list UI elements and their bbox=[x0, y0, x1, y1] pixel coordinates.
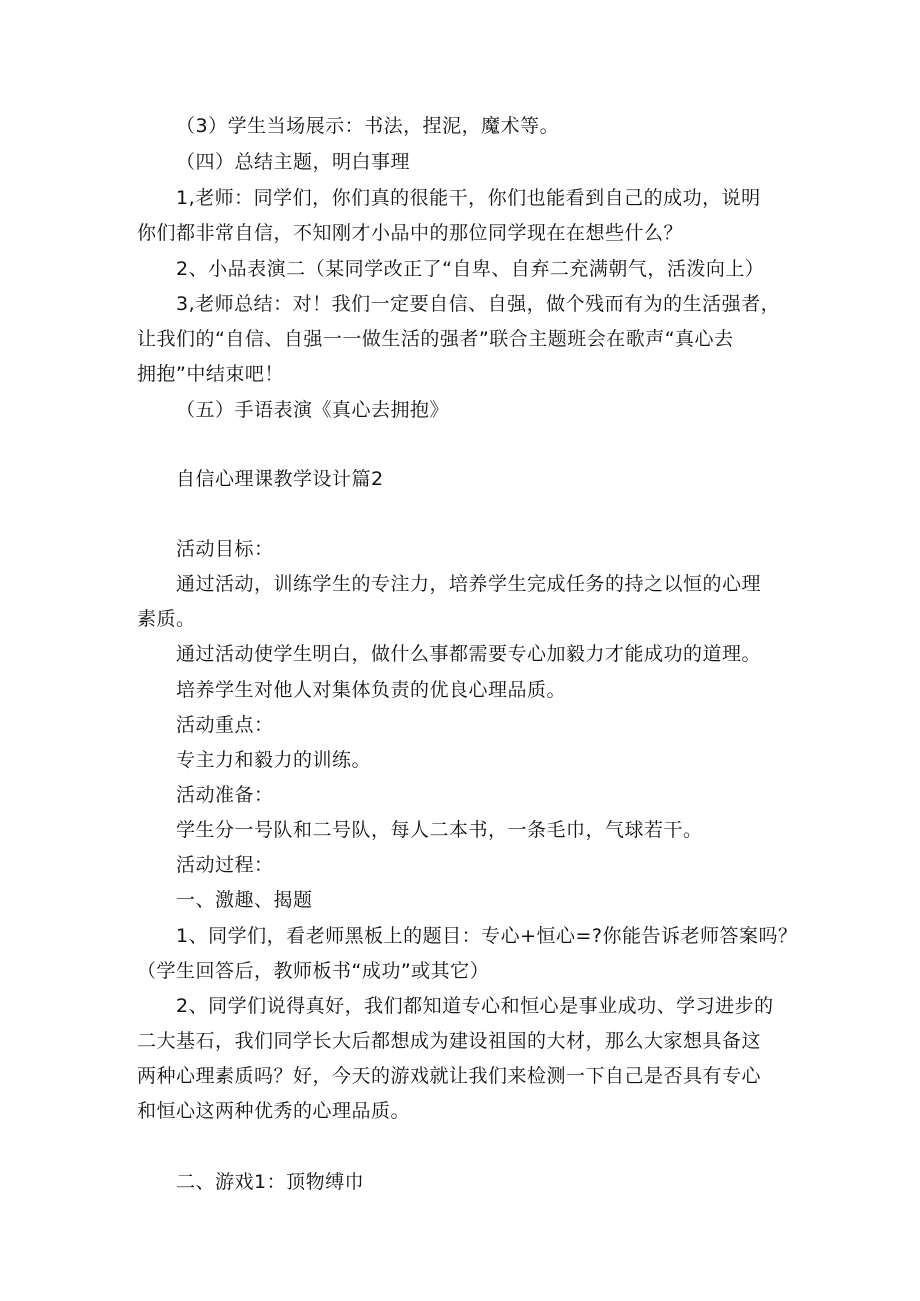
text-line: 你们都非常自信，不知刚才小品中的那位同学现在在想些什么？ bbox=[137, 222, 684, 244]
text-line: 一、激趣、揭题 bbox=[176, 889, 313, 911]
text-line: 二大基石，我们同学长大后都想成为建设祖国的大材，那么大家想具备这 bbox=[137, 1030, 762, 1052]
text-line: 活动过程： bbox=[176, 854, 274, 876]
section-heading: 二、游戏1：顶物缚巾 bbox=[176, 1171, 365, 1193]
text-line: 和恒心这两种优秀的心理品质。 bbox=[137, 1100, 411, 1122]
text-line: 通过活动，训练学生的专注力，培养学生完成任务的持之以恒的心理 bbox=[176, 573, 762, 595]
text-line: 2、同学们说得真好，我们都知道专心和恒心是事业成功、学习进步的 bbox=[176, 995, 774, 1017]
text-line: 让我们的“自信、自强一一做生活的强者”联合主题班会在歌声“真心去 bbox=[137, 328, 734, 350]
text-line: 拥抱”中结束吧！ bbox=[137, 363, 284, 385]
text-line: 活动目标： bbox=[176, 538, 274, 560]
section-heading: 自信心理课教学设计篇2 bbox=[176, 468, 384, 490]
text-line: 1、同学们，看老师黑板上的题目：专心+恒心=?你能告诉老师答案吗？ bbox=[176, 925, 798, 947]
text-line: 活动准备： bbox=[176, 784, 274, 806]
text-line: 专主力和毅力的训练。 bbox=[176, 749, 372, 771]
text-line: 学生分一号队和二号队，每人二本书，一条毛巾，气球若干。 bbox=[176, 819, 703, 841]
text-line: 3,老师总结：对！我们一定要自信、自强，做个残而有为的生活强者， bbox=[176, 293, 781, 315]
text-line: 素质。 bbox=[137, 608, 196, 630]
text-line: 培养学生对他人对集体负责的优良心理品质。 bbox=[176, 679, 567, 701]
text-line: 1,老师：同学们，你们真的很能干，你们也能看到自己的成功，说明 bbox=[176, 187, 761, 209]
text-line: （四）总结主题，明白事理 bbox=[176, 151, 411, 173]
text-line: 2、小品表演二（某同学改正了“自卑、自弃二充满朝气，活泼向上） bbox=[176, 258, 765, 280]
text-line: （五）手语表演《真心去拥抱》 bbox=[176, 399, 450, 421]
text-line: 活动重点： bbox=[176, 714, 274, 736]
text-line: （学生回答后，教师板书“成功”或其它） bbox=[137, 960, 490, 982]
text-line: 两种心理素质吗？好，今天的游戏就让我们来检测一下自己是否具有专心 bbox=[137, 1065, 762, 1087]
text-line: （3）学生当场展示：书法，捏泥，魔术等。 bbox=[176, 115, 560, 137]
text-line: 通过活动使学生明白，做什么事都需要专心加毅力才能成功的道理。 bbox=[176, 643, 762, 665]
